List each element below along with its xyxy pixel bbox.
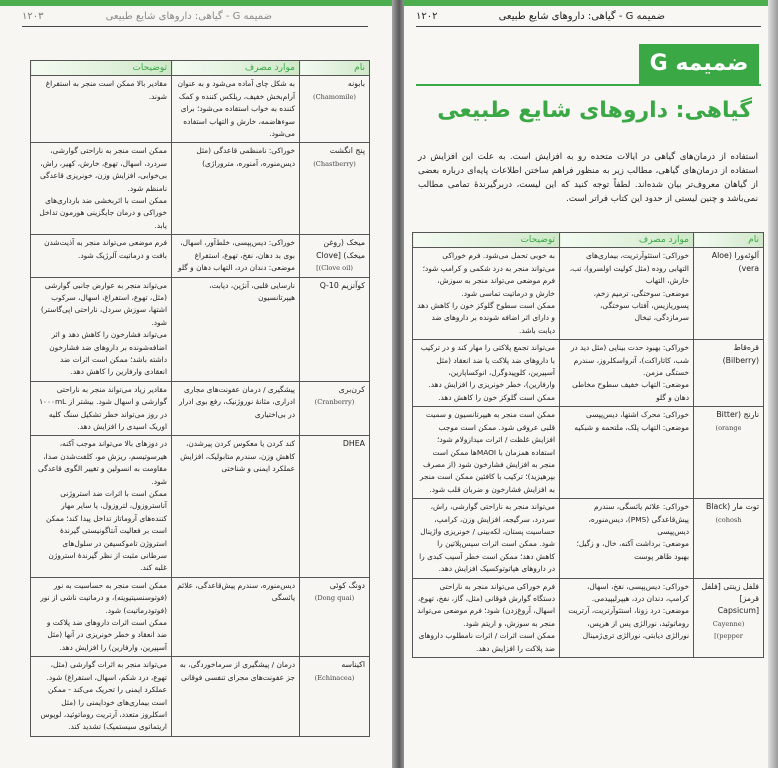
herb-latin-name: (Clove oil)] (316, 264, 353, 273)
notes-cell: می‌تواند تجمع پلاکتی را مهار کند و در ترکیب با داروهای ضد پلاکت یا ضد انعقاد (مثل آسپیرین، کلوپیدوگرل، انوکساپارین، وارفارین)، خطر خونریزی را افزایش دهد. ممکن است گلوکز خون را کاهش دهد. (413, 340, 560, 407)
herb-name: میخک (روغن میخک) [Clove (316, 238, 365, 260)
chapter-title: گیاهی: داروهای شایع طبیعی (437, 98, 752, 123)
table-row (413, 407, 764, 499)
column-header: موارد مصرف (560, 233, 694, 248)
herb-name: توت مار (Black (706, 502, 759, 512)
table-row (31, 381, 370, 436)
notes-cell: فرم موضعی می‌تواند منجر به آذیت‌شدن بافت و درماتیت آلرژیک شود. (31, 235, 172, 277)
table-row (31, 657, 370, 736)
table-row (413, 248, 764, 340)
herb-name: فلفل زینتی [فلفل قرمز] [Capsicum (701, 581, 759, 616)
herb-name-cell (300, 76, 370, 143)
herb-name: بابونه (347, 79, 365, 89)
herb-name-cell (694, 248, 764, 340)
herb-name-cell (300, 381, 370, 436)
herb-name: اکیناسه (341, 660, 365, 670)
notes-cell: ممکن است منجر به ناراحتی گوارشی، سردرد، اسهال، تهوع، خارش، کهیر، راش، بی‌خوابی، افزایش وزن، خونریزی قاعدگی نامنظم شود. ممکن است با اثربخشی ضد بارداری‌های خوراکی و درمان جایگزینی هورمون تداخل یابد. (31, 143, 172, 235)
herb-name: دونگ کوئی (329, 580, 365, 590)
top-color-bar (404, 0, 768, 6)
herb-name-cell (694, 407, 764, 499)
herb-name: قره‌قاط (Bilberry) (722, 343, 759, 365)
herb-name-cell (300, 235, 370, 277)
herbal-table (30, 60, 370, 737)
herbal-table (412, 232, 764, 658)
notes-cell: می‌تواند منجر به اثرات گوارشی (مثل، تهوع، درد شکم، اسهال، استفراغ) شود. عملکرد ایمنی را تحریک می‌کند - ممکن است بیماری‌های خودایمنی را (مثل اسکلروز متعدد، آرتریت روماتوئید، لوپوس اریتماتوی سیستمیک) تشدید کند. (31, 657, 172, 736)
appendix-label: ضمیمه G (639, 44, 759, 84)
uses-cell: خوراکی: بهبود حدت بینایی (مثل دید در شب، کاتاراکت)، آترواسکلروز، سندرم خستگی مزمن. موضعی: التهاب خفیف سطوح مخاطی دهان و گلو (560, 340, 694, 407)
herb-name-cell (300, 143, 370, 235)
notes-cell: مقادیر زیاد می‌تواند منجر به ناراحتی گوارشی و اسهال شود. بیشتر از ۱۰۰۰mL در روز می‌تواند خطر تشکیل سنگ کلیه اوریک اسیدی را افزایش دهد. (31, 381, 172, 436)
herb-name: کرن‌بری (338, 384, 365, 394)
uses-cell: نارسایی قلبی، آنژین، دیابت، هیپرتانسیون (172, 277, 300, 381)
uses-cell: دیس‌منوره، سندرم پیش‌قاعدگی، علائم یائسگی (172, 577, 300, 656)
column-header: نام (694, 233, 764, 248)
table-row (31, 577, 370, 656)
table-row (413, 340, 764, 407)
herb-name: نارنج (Bitter (716, 410, 759, 420)
running-head-title: ضمیمه G - گیاهی: داروهای شایع طبیعی (498, 11, 665, 22)
uses-cell: پیشگیری / درمان عفونت‌های مجاری ادراری، مثانهٔ نوروژنیک، رفع بوی ادرار در بی‌اختیاری (172, 381, 300, 436)
column-header: نام (300, 61, 370, 76)
herb-name: DHEA (342, 439, 365, 449)
table-row (31, 277, 370, 381)
uses-cell: کند کردن یا معکوس کردن پیرشدن، کاهش وزن، سندرم متابولیک، افزایش عملکرد ایمنی و شناختی (172, 436, 300, 577)
table-row (31, 436, 370, 577)
herb-latin-name: (Chastberry) (313, 159, 356, 168)
divider (416, 84, 761, 86)
running-head-title: ضمیمه G - گیاهی: داروهای شایع طبیعی (105, 11, 272, 22)
herb-name-cell (300, 436, 370, 577)
herb-name-cell (300, 657, 370, 736)
uses-cell: خوراکی: محرک اشتها، دیس‌پپسی موضعی: التهاب پلک، ملتحمه و شبکیه (560, 407, 694, 499)
herb-latin-name: (Cranberry) (314, 398, 355, 407)
table-header-row (31, 61, 370, 76)
uses-cell: خوراکی: علائم یائسگی، سندرم پیش‌قاعدگی (PMS)، دیس‌منوره، دیس‌پپسی موضعی: برداشت آکنه، خال، و زگیل؛ بهبود ظاهر پوست (560, 499, 694, 578)
notes-cell: فرم خوراکی می‌تواند منجر به ناراحتی دستگاه گوارش فوقانی (مثل، گاز، نفخ، تهوع، اسهال، آروغ‌زدن) شود؛ فرم موضعی می‌تواند منجر به سوزش، و اریتم شود. ممکن است اثرات / اثرات نامطلوب داروهای ضد پلاکت را افزایش دهد. (413, 578, 560, 657)
column-header: توضیحات (413, 233, 560, 248)
herb-name-cell (300, 577, 370, 656)
uses-cell: خوراکی: دیس‌پپسی، خلط‌آور، اسهال، بوی بد دهان، نفخ، تهوع، استفراغ موضعی: دندان درد، التهاب دهان و گلو (172, 235, 300, 277)
herb-latin-name: (Chamomile) (313, 92, 356, 101)
notes-cell: مقادیر بالا ممکن است منجر به استفراغ شوند. (31, 76, 172, 143)
table-row (31, 235, 370, 277)
table-header-row (413, 233, 764, 248)
herb-name: پنج انگشت (329, 146, 365, 156)
table-row (413, 578, 764, 657)
page-number: ۱۲۰۳ (22, 11, 44, 22)
uses-cell: خوراکی: استئوآرتریت، بیماری‌های التهابی روده (مثل کولیت اولسرو)، تب، خارش، التهاب موضعی: سوختگی، ترمیم زخم، پسوریازیس، آفتاب سوختگی، سرمازدگی، تبخال (560, 248, 694, 340)
herb-latin-name: cohosh) (715, 515, 742, 524)
top-color-bar (0, 0, 392, 6)
herb-latin-name: (Dong quai) (314, 594, 355, 603)
table-row (31, 76, 370, 143)
notes-cell: در دوزهای بالا می‌تواند موجب آکنه، هیرسوتیسم، ریزش مو، کلفت‌شدن صدا، مقاومت به انسولین و تغییر الگوی قاعدگی شود. ممکن است با اثرات ضد استروژنی آناستروزول، لتروزول، یا سایر مهار کننده‌های آروماتاز تداخل پیدا کند؛ ممکن است بر فعالیت آنتاگونیستی گیرندهٔ استروژن تاموکسیفن در سلول‌های سرطانی مثبت از نظر گیرندهٔ استروژن غلبه کند. (31, 436, 172, 577)
table-row (413, 499, 764, 578)
notes-cell: ممکن است منجر به حساسیت به نور (فوتوسنسیتیویته)، و درماتیت ناشی از نور (فوتودرماتیت) شود. ممکن است اثرات داروهای ضد پلاکت و ضد انعقاد و خطر خونریزی در آنها (مثل آسپیرین، وارفارین) را افزایش دهد. (31, 577, 172, 656)
herb-latin-name: (Cayenne pepper)] (712, 619, 745, 641)
herb-name-cell (300, 277, 370, 381)
herb-name: آلوئه‌ورا (Aloe vera) (711, 251, 759, 273)
notes-cell: ممکن است منجر به هیپرتانسیون و سمیت قلبی عروقی شود. ممکن است موجب افزایش غلظت / اثرات میدازولام شود؛ استفاده همزمان با MAOIها ممکن است منجر به افزایش فشارخون شود (از مصرف بپرهیزید)؛ ترکیب با کافئین ممکن است منجر به افزایش فشارخون و ضربان قلب شود. (413, 407, 560, 499)
intro-paragraph: استفاده از درمان‌های گیاهی در ایالات متحده رو به افزایش است. به علت این افزایش در استفاده از درمان‌های گیاهی، مطالب زیر به منظور فراهم ساختن اطلاعات پایه‌ای درباره بعضی از گیاهان معروف‌تر بیان شده‌اند. لطفاً توجه کنید که این لیست، دربرگیرندهٔ تمامی مطالب نمی‌باشد و چنین لیستی از حدود این کتاب فراتر است. (418, 152, 758, 204)
notes-cell: می‌تواند منجر به عوارض جانبی گوارشی (مثل، تهوع، استفراغ، اسهال، سرکوب اشتها، سوزش سردل، ناراحتی اپی‌گاستر) شود. می‌تواند فشارخون را کاهش دهد و اثر اضافه‌شونده بر داروهای ضد فشارخون داشته باشد؛ ممکن است اثرات ضد انعقادی وارفارین را کاهش دهد. (31, 277, 172, 381)
herb-name-cell (694, 499, 764, 578)
column-header: موارد مصرف (172, 61, 300, 76)
uses-cell: خوراکی: دیس‌پپسی، نفخ، اسهال، کرامپ، دندان درد، هیپرلیپیدمی. موضعی: درد زونا، استئوآرتریت، آرتریت روماتوئید، نورالژی پس از هرپس، نورالژی دیابتی، نورالژی تری‌ژمینال (560, 578, 694, 657)
herb-latin-name: orange) (715, 423, 742, 432)
notes-cell: به خوبی تحمل می‌شود. فرم خوراکی می‌تواند منجر به درد شکمی و کرامپ شود؛ فرم موضعی می‌تواند منجر به سوزش، خارش و درماتیت تماسی شود. ممکن است سطوح گلوکز خون را کاهش دهد و دارای اثر اضافه شونده بر داروهای ضد دیابت باشد. (413, 248, 560, 340)
notes-cell: می‌تواند منجر به ناراحتی گوارشی، راش، سردرد، سرگیجه، افزایش وزن، کرامپ، حساسیت پستان، لکه‌بینی / خونریزی واژینال شود. ممکن است اثرات سیس‌پلاتین را کاهش دهد؛ ممکن است خطر آسیب کبدی را در داروهای هپاتوتوکسیک افزایش دهد. (413, 499, 560, 578)
right-page (404, 0, 778, 768)
table-row (31, 143, 370, 235)
running-head (416, 10, 761, 27)
herb-name: کوآنزیم Q-10 (319, 280, 365, 290)
herb-name-cell (694, 340, 764, 407)
herb-latin-name: (Echinacea) (314, 673, 355, 682)
uses-cell: خوراکی: نامنظمی قاعدگی (مثل دیس‌منوره، آمنوره، متروراژی) (172, 143, 300, 235)
uses-cell: درمان / پیشگیری از سرماخوردگی، به جز عفونت‌های مجرای تنفسی فوقانی (172, 657, 300, 736)
page-number: ۱۲۰۲ (416, 11, 438, 22)
herb-name-cell (694, 578, 764, 657)
uses-cell: به شکل چای آماده می‌شود و به عنوان آرام‌بخش خفیف، ریلکس کننده و کمک کننده به خواب استفاده می‌شود؛ برای سوءهاضمه، خارش و التهاب استفاده می‌شود. (172, 76, 300, 143)
running-head (22, 10, 368, 27)
column-header: توضیحات (31, 61, 172, 76)
page-edge (768, 0, 778, 768)
